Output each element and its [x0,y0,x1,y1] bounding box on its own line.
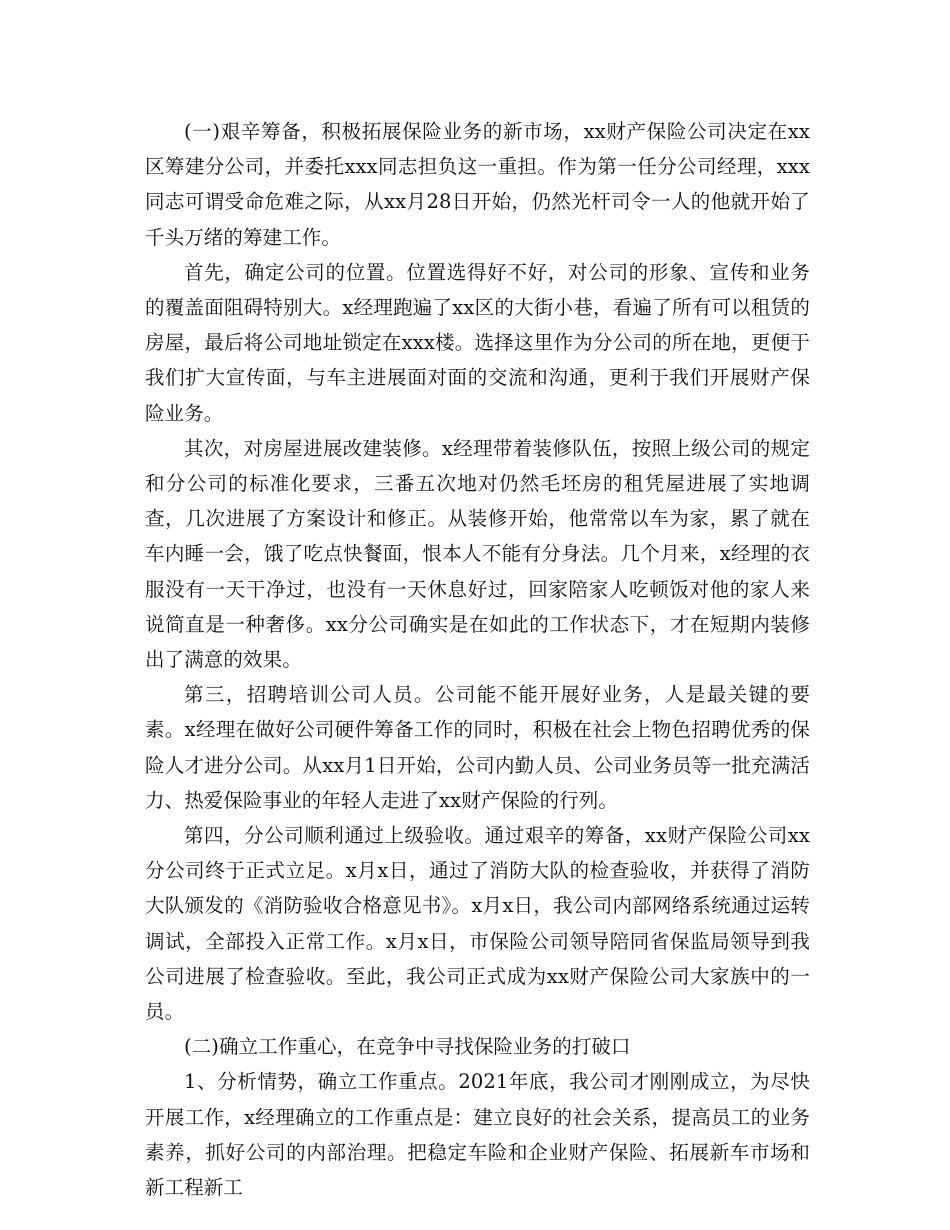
paragraph-5: 第四，分公司顺利通过上级验收。通过艰辛的筹备，xx财产保险公司xx分公司终于正式立足。x月x日，通过了消防大队的检查验收，并获得了消防大队颁发的《消防验收合格意见书》。x月x日，我公司内部网络系统通过运转调试，全部投入正常工作。x月x日，市保险公司领导陪同省保监局领导到我公司进展了检查验收。至此，我公司正式成为xx财产保险公司大家族中的一员。 [145,824,810,1024]
paragraph-7: 1、分析情势，确立工作重点。2021年底，我公司才刚刚成立，为尽快开展工作，x经理确立的工作重点是：建立良好的社会关系，提高员工的业务素养，抓好公司的内部治理。把稳定车险和企业财产保险、拓展新车市场和新工程新工 [145,1070,810,1200]
paragraph-4: 第三，招聘培训公司人员。公司能不能开展好业务，人是最关键的要素。x经理在做好公司硬件筹备工作的同时，积极在社会上物色招聘优秀的保险人才进分公司。从xx月1日开始，公司内勤人员、公司业务员等一批充满活力、热爱保险事业的年轻人走进了xx财产保险的行列。 [145,683,810,812]
paragraph-2: 首先，确定公司的位置。位置选得好不好，对公司的形象、宣传和业务的覆盖面阻碍特别大。x经理跑遍了xx区的大街小巷，看遍了所有可以租赁的房屋，最后将公司地址锁定在xxx楼。选择这里作为分公司的所在地，更便于我们扩大宣传面，与车主进展面对面的交流和沟通，更利于我们开展财产保险业务。 [145,260,810,425]
paragraph-1: (一)艰辛筹备，积极拓展保险业务的新市场，xx财产保险公司决定在xx区筹建分公司，并委托xxx同志担负这一重担。作为第一任分公司经理，xxx同志可谓受命危难之际，从xx月28日开始，仍然光杆司令一人的他就开始了千头万绪的筹建工作。 [145,120,810,249]
document-body [145,114,810,1205]
section-heading-2: (二)确立工作重心，在竞争中寻找保险业务的打破口 [184,1035,631,1059]
paragraph-3: 其次，对房屋进展改建装修。x经理带着装修队伍，按照上级公司的规定和分公司的标准化要求，三番五次地对仍然毛坯房的租凭屋进展了实地调查，几次进展了方案设计和修正。从装修开始，他常常以车为家，累了就在车内睡一会，饿了吃点快餐面，恨本人不能有分身法。几个月来，x经理的衣服没有一天干净过，也没有一天休息好过，回家陪家人吃顿饭对他的家人来说简直是一种奢侈。xx分公司确实是在如此的工作状态下，才在短期内装修出了满意的效果。 [145,436,810,672]
